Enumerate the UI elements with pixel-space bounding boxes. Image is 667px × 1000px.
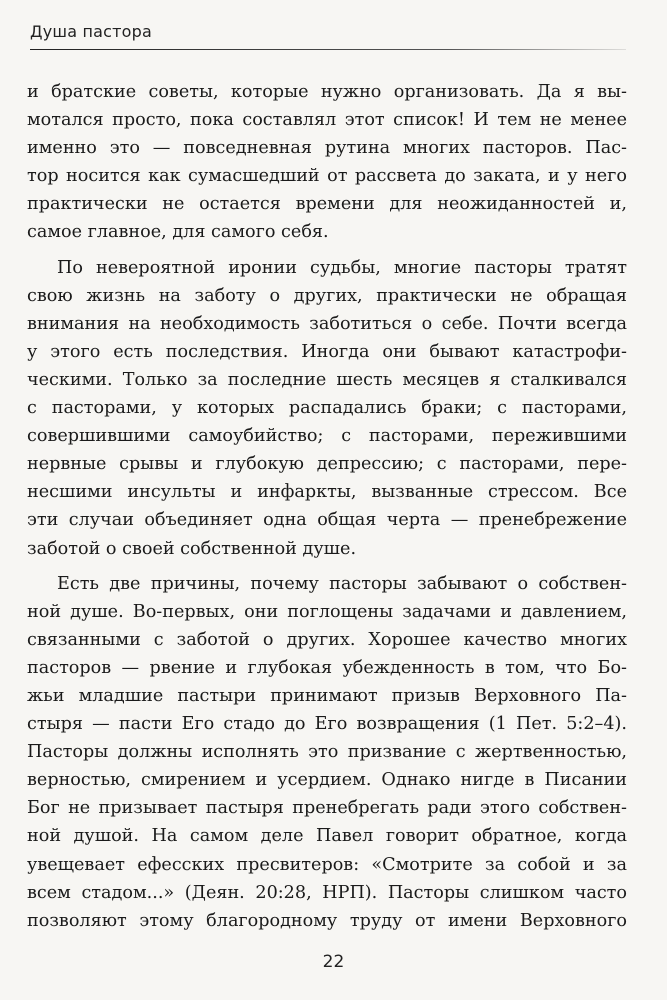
text-line: позволяют этому благородному труду от имени Верховного xyxy=(27,910,627,931)
text-line: заботой о своей собственной душе. xyxy=(27,538,357,559)
text-line: с пасторами, у которых распадались браки; с пасторами, xyxy=(27,398,627,419)
text-line: эти случаи объединяет одна общая черта — пренебрежение xyxy=(27,510,627,531)
text-line: ческими. Только за последние шесть месяцев я сталкивался xyxy=(27,369,627,390)
text-line: стыря — пасти Его стадо до Его возвращения (1 Пет. 5:2–4). xyxy=(27,714,627,735)
text-line: внимания на необходимость заботиться о себе. Почти всегда xyxy=(27,313,627,334)
text-line: жьи младшие пастыри принимают призыв Верховного Па- xyxy=(27,685,627,706)
text-line: ной душе. Во-первых, они поглощены задачами и давлением, xyxy=(27,601,627,622)
text-line: именно это — повседневная рутина многих пасторов. Пас- xyxy=(27,138,627,159)
text-line: нервные срывы и глубокую депрессию; с пасторами, пере- xyxy=(27,454,627,475)
text-line: Есть две причины, почему пасторы забывают о собствен- xyxy=(57,573,627,594)
text-line: и братские советы, которые нужно организовать. Да я вы- xyxy=(27,82,627,102)
text-line: несшими инсульты и инфаркты, вызванные стрессом. Все xyxy=(27,482,627,503)
text-line: свою жизнь на заботу о других, практически не обращая xyxy=(27,285,627,306)
header-rule xyxy=(30,49,626,50)
paragraph-1 xyxy=(27,78,627,247)
text-line: совершившими самоубийство; с пасторами, пережившими xyxy=(27,426,627,447)
text-line: практически не остается времени для неожиданностей и, xyxy=(27,194,627,215)
text-line: тор носится как сумасшедший от рассвета до заката, и у него xyxy=(27,166,627,187)
text-line: всем стадом...» (Деян. 20:28, НРП). Пасторы слишком часто xyxy=(27,882,627,903)
paragraph-3 xyxy=(27,570,627,935)
running-head: Душа пастора xyxy=(30,22,153,41)
text-line: По невероятной иронии судьбы, многие пасторы тратят xyxy=(57,257,627,278)
text-line: мотался просто, пока составлял этот список! И тем не менее xyxy=(27,110,627,131)
text-line: связанными с заботой о других. Хорошее качество многих xyxy=(27,629,627,650)
text-line: Пасторы должны исполнять это призвание с жертвенностью, xyxy=(27,742,627,763)
page-number: 22 xyxy=(322,952,345,972)
text-line: верностью, смирением и усердием. Однако нигде в Писании xyxy=(27,770,627,791)
paragraph-2 xyxy=(27,254,627,563)
text-line: ной душой. На самом деле Павел говорит обратное, когда xyxy=(27,826,627,847)
text-line: Бог не призывает пастыря пренебрегать ради этого собствен- xyxy=(27,798,627,819)
text-line: у этого есть последствия. Иногда они бывают катастрофи- xyxy=(27,341,627,362)
text-line: пасторов — рвение и глубокая убежденность в том, что Бо- xyxy=(27,657,627,678)
text-line: увещевает ефесских пресвитеров: «Смотрите за собой и за xyxy=(27,854,627,875)
body-text xyxy=(27,78,627,935)
text-line: самое главное, для самого себя. xyxy=(27,222,329,243)
